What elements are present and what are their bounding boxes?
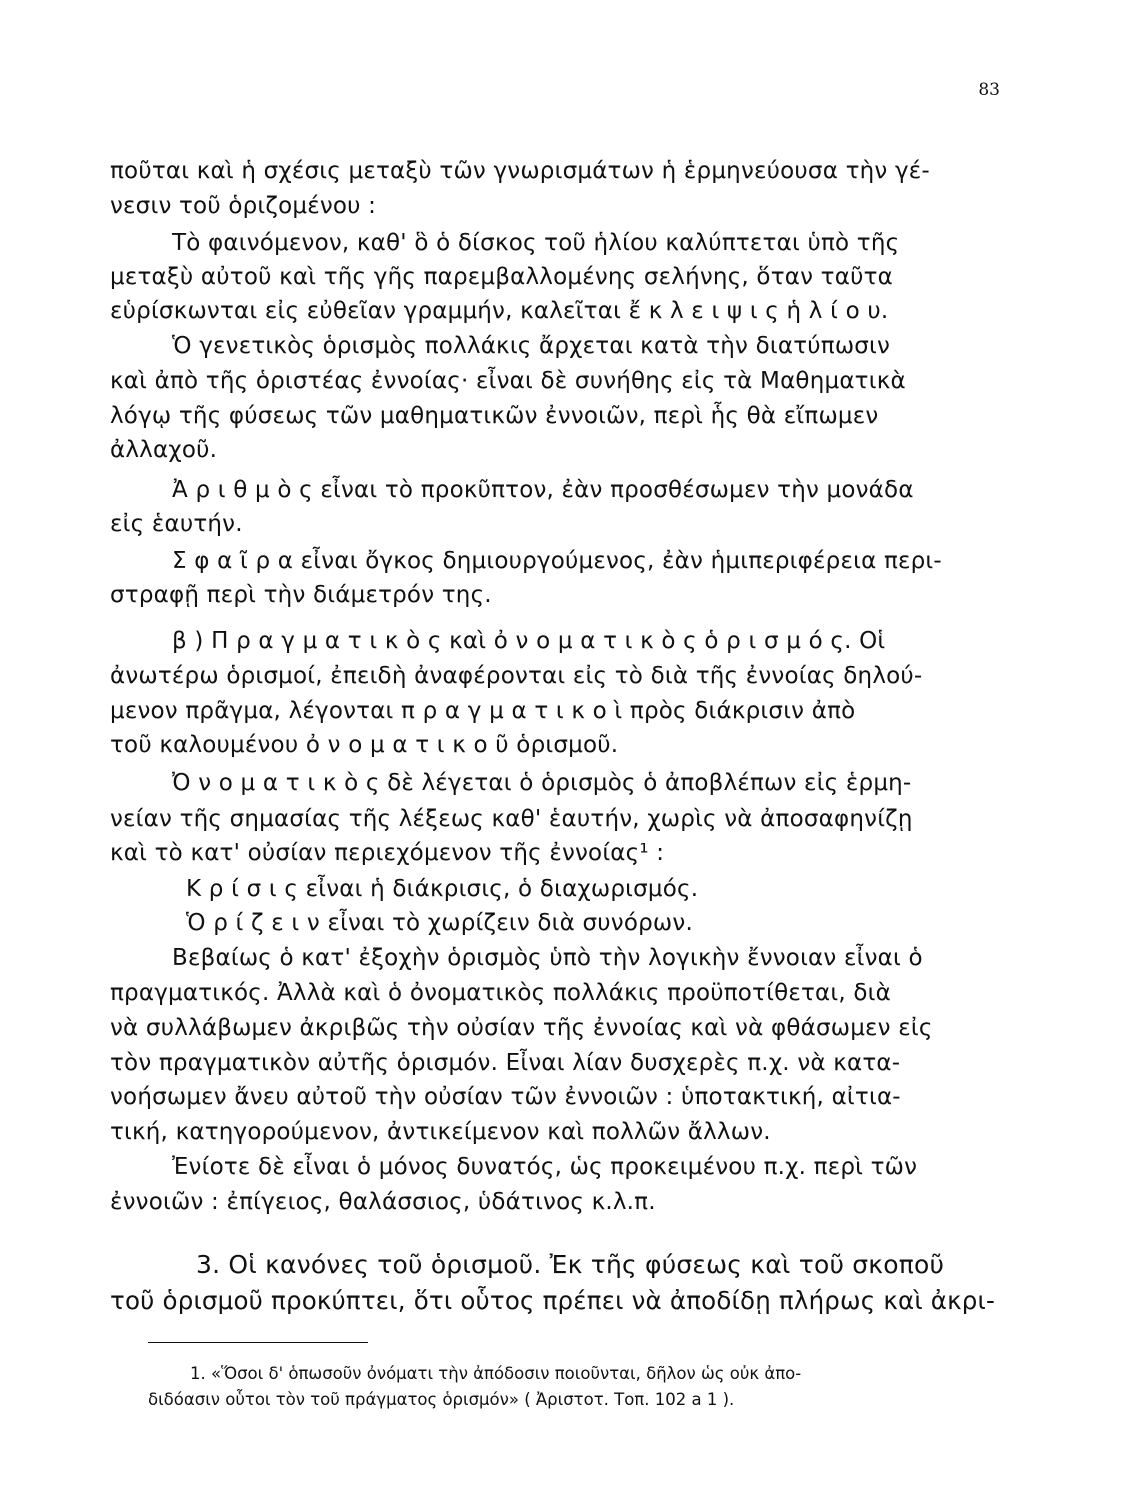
text-line: νείαν τῆς σημασίας τῆς λέξεως καθ' ἑαυτήν, χωρὶς νὰ ἀποσαφηνίζῃ — [110, 806, 913, 832]
footnote-line: διδόασιν οὗτοι τὸν τοῦ πράγματος ὁρισμόν» ( Ἀριστοτ. Τοπ. 102 a 1 ). — [148, 1390, 735, 1409]
text-line: Τὸ φαινόμενον, καθ' ὃ ὁ δίσκος τοῦ ἡλίου καλύπτεται ὑπὸ τῆς — [172, 230, 900, 256]
section-heading-line: 3. Οἱ κανόνες τοῦ ὁρισμοῦ. Ἐκ τῆς φύσεως καὶ τοῦ σκοποῦ — [196, 1250, 945, 1279]
text-line: νὰ συλλάβωμεν ἀκριβῶς τὴν οὐσίαν τῆς ἐννοίας καὶ νὰ φθάσωμεν εἰς — [110, 1015, 933, 1041]
section-heading-line: τοῦ ὁρισμοῦ προκύπτει, ὅτι οὗτος πρέπει νὰ ἀποδίδῃ πλήρως καὶ ἀκρι- — [110, 1286, 996, 1315]
text-line: ἀλλαχοῦ. — [110, 437, 218, 463]
text-line: Ὁ ρ ί ζ ε ι ν εἶναι τὸ χωρίζειν διὰ συνόρων. — [186, 910, 693, 936]
text-line: Ἐνίοτε δὲ εἶναι ὁ μόνος δυνατός, ὡς προκειμένου π.χ. περὶ τῶν — [172, 1154, 918, 1180]
text-line: μενον πρᾶγμα, λέγονται π ρ α γ μ α τ ι κ ο ὶ πρὸς διάκρισιν ἀπὸ — [110, 698, 856, 724]
text-line: Ὁ γενετικὸς ὁρισμὸς πολλάκις ἄρχεται κατὰ τὴν διατύπωσιν — [172, 333, 891, 359]
footnote-line: 1. «Ὅσοι δ' ὁπωσοῦν ὀνόματι τὴν ἀπόδοσιν ποιοῦνται, δῆλον ὡς οὐκ ἀπο- — [190, 1364, 802, 1383]
text-line: νοήσωμεν ἄνευ αὐτοῦ τὴν οὐσίαν τῶν ἐννοιῶν : ὑποτακτική, αἰτια- — [110, 1084, 901, 1110]
text-line: στραφῇ περὶ τὴν διάμετρόν της. — [110, 582, 492, 608]
text-line: λόγῳ τῆς φύσεως τῶν μαθηματικῶν ἐννοιῶν, περὶ ἧς θὰ εἴπωμεν — [110, 403, 879, 429]
text-line: Ἀ ρ ι θ μ ὸ ς εἶναι τὸ προκῦπτον, ἐὰν προσθέσωμεν τὴν μονάδα — [172, 477, 914, 503]
text-line: β ) Π ρ α γ μ α τ ι κ ὸ ς καὶ ὀ ν ο μ α τ ι κ ὸ ς ὁ ρ ι σ μ ό ς. Οἱ — [172, 628, 886, 654]
text-line: ἀνωτέρω ὁρισμοί, ἐπειδὴ ἀναφέρονται εἰς τὸ διὰ τῆς ἐννοίας δηλού- — [110, 663, 923, 689]
text-line: καὶ ἀπὸ τῆς ὁριστέας ἐννοίας· εἶναι δὲ συνήθης εἰς τὰ Μαθηματικὰ — [110, 368, 906, 394]
text-line: καὶ τὸ κατ' οὐσίαν περιεχόμενον τῆς ἐννοίας¹ : — [110, 840, 665, 866]
text-line: νεσιν τοῦ ὁριζομένου : — [110, 193, 377, 219]
text-line: μεταξὺ αὐτοῦ καὶ τῆς γῆς παρεμβαλλομένης σελήνης, ὅταν ταῦτα — [110, 264, 893, 290]
text-line: εὑρίσκωνται εἰς εὐθεῖαν γραμμήν, καλεῖται ἔ κ λ ε ι ψ ι ς ἡ λ ί ο υ. — [110, 298, 889, 324]
text-line: ἐννοιῶν : ἐπίγειος, θαλάσσιος, ὑδάτινος κ.λ.π. — [110, 1189, 656, 1215]
footnote-divider — [148, 1342, 368, 1343]
text-line: τὸν πραγματικὸν αὐτῆς ὁρισμόν. Εἶναι λίαν δυσχερὲς π.χ. νὰ κατα- — [110, 1050, 901, 1076]
text-line: εἰς ἑαυτήν. — [110, 511, 243, 537]
text-line: ποῦται καὶ ἡ σχέσις μεταξὺ τῶν γνωρισμάτων ἡ ἑρμηνεύουσα τὴν γέ- — [110, 158, 930, 184]
text-line: τική, κατηγορούμενον, ἀντικείμενον καὶ πολλῶν ἄλλων. — [110, 1119, 771, 1145]
text-line: Σ φ α ῖ ρ α εἶναι ὄγκος δημιουργούμενος, ἐὰν ἡμιπεριφέρεια περι- — [172, 548, 942, 574]
text-line: Βεβαίως ὁ κατ' ἐξοχὴν ὁρισμὸς ὑπὸ τὴν λογικὴν ἔννοιαν εἶναι ὁ — [172, 945, 923, 971]
text-line: Κ ρ ί σ ι ς εἶναι ἡ διάκρισις, ὁ διαχωρισμός. — [186, 876, 699, 902]
text-line: πραγματικός. Ἀλλὰ καὶ ὁ ὀνοματικὸς πολλάκις προϋποτίθεται, διὰ — [110, 980, 892, 1006]
page-number: 83 — [978, 80, 1000, 100]
text-line: τοῦ καλουμένου ὀ ν ο μ α τ ι κ ο ῦ ὁρισμοῦ. — [110, 732, 619, 758]
text-line: Ὀ ν ο μ α τ ι κ ὸ ς δὲ λέγεται ὁ ὁρισμὸς ὁ ἀποβλέπων εἰς ἑρμη- — [172, 770, 912, 796]
